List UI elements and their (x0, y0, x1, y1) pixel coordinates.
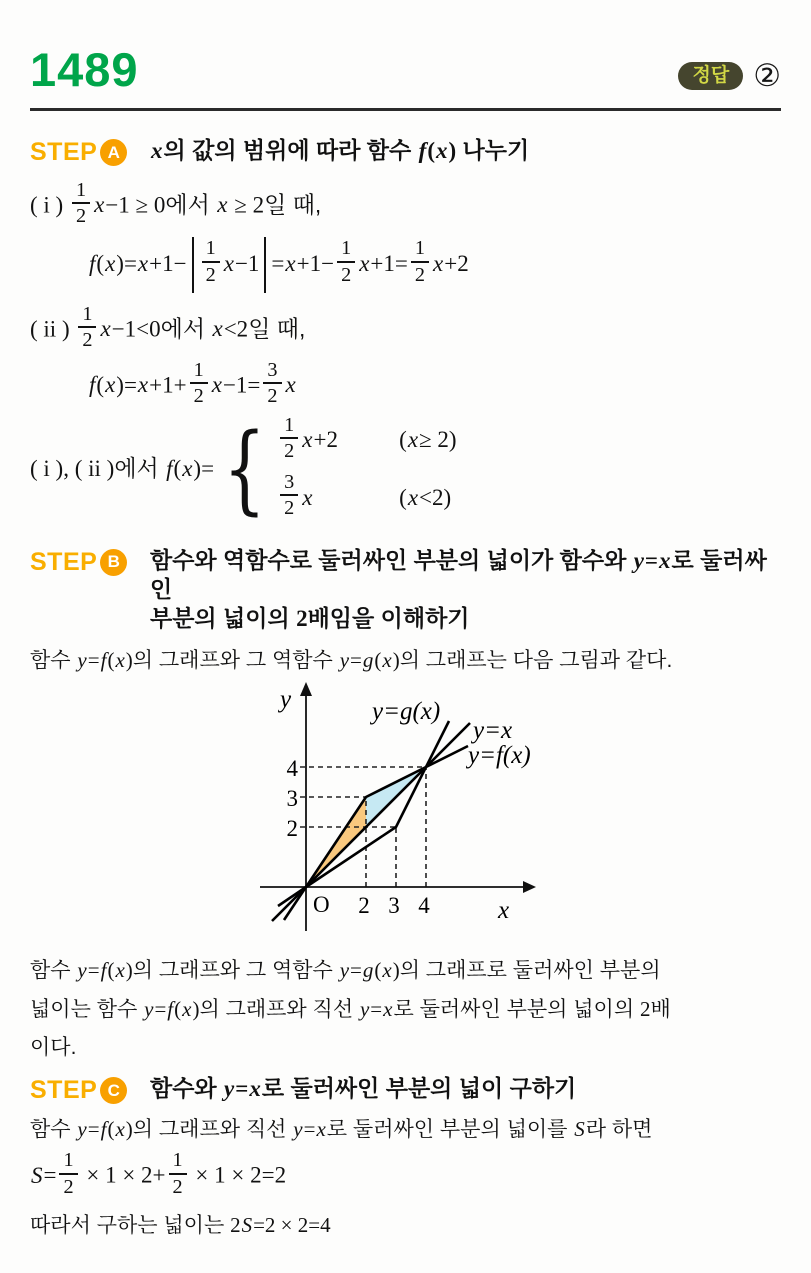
math-text: ( (96, 250, 105, 276)
math-var: x (105, 250, 116, 276)
figure (238, 677, 781, 944)
fraction-denominator: 2 (284, 497, 295, 520)
fraction (78, 303, 96, 352)
text: 의 그래프와 그 역함수 (132, 959, 339, 982)
math-var: g (362, 958, 374, 982)
text: 함수 (30, 1118, 77, 1141)
fraction-denominator: 2 (284, 439, 295, 462)
math-text: = (644, 547, 659, 573)
explanation-line2 (30, 990, 781, 1029)
math-var: x (137, 250, 149, 276)
math-text: −1<0 (111, 315, 161, 341)
math-var: f (89, 250, 96, 276)
fraction-numerator: 1 (411, 237, 429, 262)
origin-label: O (313, 892, 330, 917)
math-var: y (224, 1076, 235, 1101)
math-text: ) (125, 1117, 133, 1141)
text: 배임을 이해하기 (307, 605, 470, 631)
math-text: )= (193, 455, 215, 481)
case-expr (277, 413, 399, 466)
step-c-title (150, 1074, 576, 1104)
math-var: S (31, 1162, 43, 1188)
text: 나누기 (456, 137, 530, 163)
math-var: x (217, 192, 228, 218)
brace: { (223, 412, 266, 525)
text: 부분의 넓이의 (150, 605, 297, 631)
math-text: )= (116, 372, 137, 398)
case-expr (277, 471, 399, 523)
fraction-denominator: 2 (75, 205, 87, 228)
fraction-numerator: 3 (263, 359, 281, 384)
text: 로 둘러싸인 부분의 넓이를 (326, 1118, 574, 1141)
math-var: f (100, 958, 107, 982)
math-var: x (182, 455, 193, 481)
answer-value: ② (753, 58, 781, 93)
fraction-denominator: 2 (205, 263, 216, 286)
math-var: x (382, 647, 392, 672)
case-row (277, 413, 457, 466)
case-i-condition (30, 179, 781, 231)
text: 함수 (30, 959, 77, 982)
math-text: ( (374, 958, 382, 982)
x-tick-2: 2 (358, 893, 370, 918)
math-var: x (182, 997, 192, 1021)
fraction (169, 1149, 187, 1198)
x-tick-4: 4 (418, 893, 430, 918)
math-text: ( (173, 455, 182, 481)
problem-number: 1489 (30, 43, 139, 96)
math-text: +2 (444, 250, 469, 276)
answer-badge: 정답 (678, 62, 743, 90)
math-var: y (339, 647, 350, 672)
math-text: ) (392, 958, 400, 982)
fraction-denominator: 2 (267, 385, 278, 408)
math-var: f (418, 138, 427, 163)
math-var: x (223, 250, 234, 276)
text: 로 둘러싸인 부분의 넓이 구하기 (261, 1075, 577, 1101)
fraction-numerator: 3 (280, 471, 298, 496)
text: 로 둘러싸인 (150, 546, 767, 603)
fraction (59, 1149, 77, 1198)
math-var: S (241, 1212, 253, 1237)
math-text: ) (192, 997, 200, 1021)
math-var: x (151, 138, 163, 163)
math-text: ( (107, 1117, 115, 1141)
math-var: x (115, 958, 125, 982)
step-b-title-line1 (150, 546, 781, 605)
math-var: y (633, 547, 644, 573)
case-cond (399, 426, 456, 455)
math-text: ) (125, 647, 133, 672)
x-tick-3: 3 (388, 893, 400, 918)
text: 따라서 구하는 넓이는 (30, 1213, 231, 1237)
text: 넓이는 함수 (30, 998, 144, 1021)
fraction-denominator: 2 (414, 263, 425, 286)
math-var: f (166, 455, 173, 481)
text: 라 하면 (585, 1118, 653, 1141)
step-word: STEP (30, 1076, 98, 1104)
math-text: ( (399, 484, 407, 510)
text: 일 때, (248, 314, 306, 341)
curve-f-label: y=f(x) (468, 742, 531, 769)
math-var: x (302, 427, 313, 453)
step-a-header (30, 136, 781, 167)
y-tick-3: 3 (286, 786, 298, 811)
math-text: <2 (223, 315, 249, 341)
fraction-numerator: 1 (59, 1149, 77, 1174)
step-c-label (30, 1076, 150, 1105)
graph-svg (238, 677, 598, 939)
math-var: x (383, 997, 393, 1021)
math-text: ( (174, 997, 182, 1021)
math-var: y (77, 958, 87, 982)
math-text: −1= (222, 372, 261, 398)
conclusion-text (30, 1212, 781, 1239)
math-var: x (433, 250, 444, 276)
step-word: STEP (30, 138, 98, 166)
area-intro-text (30, 1116, 781, 1143)
y-axis-arrow-icon (300, 682, 312, 696)
fraction (202, 237, 220, 286)
fraction (337, 237, 355, 286)
math-var: x (115, 1117, 125, 1141)
text: 의 그래프와 직선 (199, 998, 359, 1021)
math-text: =2 × 2=4 (253, 1212, 331, 1237)
step-b-title (150, 546, 781, 634)
step-c-header (30, 1074, 781, 1105)
curve-f (284, 746, 468, 920)
fraction-denominator: 2 (63, 1175, 74, 1198)
math-text: −1 ≥ 0 (105, 192, 166, 218)
math-text: +1− (296, 250, 335, 276)
math-var: x (285, 250, 296, 276)
text: 이다. (30, 1036, 77, 1059)
math-text: ) (448, 138, 457, 163)
math-text: = (235, 1076, 249, 1101)
fraction-denominator: 2 (193, 385, 204, 408)
math-text: ( (107, 958, 115, 982)
math-text: ( i ), ( ii ) (30, 455, 115, 481)
math-text: = (87, 647, 100, 672)
math-text: )= (116, 250, 137, 276)
text: 배 (650, 998, 671, 1021)
math-var: y (77, 1117, 87, 1141)
math-text: ( (374, 647, 382, 672)
fraction (280, 471, 298, 520)
case-ii-equation (88, 359, 781, 411)
fraction-denominator: 2 (172, 1175, 183, 1198)
math-var: y (339, 958, 350, 982)
y-tick-4: 4 (286, 756, 298, 781)
math-text: ( (399, 427, 407, 453)
y-axis-label: y (280, 686, 292, 713)
fraction-denominator: 2 (341, 263, 352, 286)
text: 함수와 (150, 1075, 224, 1101)
text: 의 그래프로 둘러싸인 부분의 (399, 959, 661, 982)
math-text: = (303, 1117, 316, 1141)
case-rows (277, 413, 457, 523)
step-word: STEP (30, 547, 98, 576)
fraction-numerator: 1 (337, 237, 355, 262)
text: 에서 (165, 191, 217, 218)
step-a-badge-icon: A (100, 139, 127, 166)
math-var: y (77, 647, 87, 672)
step-a-label (30, 138, 150, 167)
math-var: S (574, 1117, 585, 1141)
text: 함수 (30, 648, 77, 672)
math-var: y (359, 997, 370, 1021)
step-b-badge-icon: B (100, 549, 127, 576)
explanation-line1 (30, 951, 781, 990)
fraction (280, 414, 298, 463)
math-text: <2) (419, 484, 452, 510)
fraction-numerator: 1 (202, 237, 220, 262)
explanation-line3 (30, 1029, 781, 1067)
step-b-header (30, 546, 781, 634)
header (30, 43, 781, 96)
math-var: f (89, 372, 96, 398)
math-text: = (154, 997, 167, 1021)
math-var: x (316, 1117, 326, 1141)
math-var: y (144, 997, 154, 1021)
text: 로 둘러싸인 부분의 넓이의 (393, 998, 640, 1021)
case-cond (399, 484, 451, 513)
math-text: ( ii ) (30, 315, 76, 341)
text: 의 그래프는 다음 그림과 같다. (399, 648, 673, 672)
math-text: ( (96, 372, 105, 398)
math-text: ≥ 2) (419, 427, 457, 453)
math-text: × 1 × 2=2 (189, 1162, 287, 1188)
math-text: ≥ 2 (228, 192, 265, 218)
math-var: y (293, 1117, 303, 1141)
math-text: ( (107, 647, 115, 672)
math-var: x (435, 138, 448, 163)
math-var: x (382, 958, 392, 982)
math-var: g (362, 647, 374, 672)
piecewise-definition (30, 412, 781, 525)
math-text: ) (392, 647, 400, 672)
curves (272, 721, 470, 921)
text: 에서 (160, 314, 212, 341)
step-c-badge-icon: C (100, 1077, 127, 1104)
math-var: x (659, 547, 671, 573)
text: 에서 (114, 454, 166, 481)
math-text: ) (125, 958, 133, 982)
math-var: x (249, 1076, 261, 1101)
math-text: = (350, 958, 362, 982)
math-text: 2 (639, 997, 651, 1021)
math-text: × 1 × 2+ (80, 1162, 166, 1188)
math-text: ( (427, 138, 435, 163)
fraction-numerator: 1 (169, 1149, 187, 1174)
case-row (277, 471, 456, 523)
math-text: = (43, 1162, 57, 1188)
math-text: +1− (149, 250, 187, 276)
math-var: x (359, 250, 370, 276)
text: 함수와 역함수로 둘러싸인 부분의 넓이가 함수와 (150, 546, 633, 573)
fraction (263, 359, 281, 408)
abs-bar (192, 237, 194, 293)
curve-g-label: y=g(x) (372, 698, 441, 725)
text: 의 그래프와 직선 (132, 1118, 293, 1141)
case-i-equation (88, 237, 781, 293)
math-text: −1 (234, 250, 260, 276)
math-text: +1+ (149, 372, 187, 398)
text: 일 때, (264, 191, 322, 218)
fraction-numerator: 1 (72, 179, 90, 204)
text: 의 값의 범위에 따라 함수 (163, 137, 418, 163)
math-var: x (212, 315, 223, 341)
y-tick-2: 2 (286, 816, 298, 841)
fraction (190, 359, 208, 408)
math-text: = (87, 1117, 100, 1141)
math-text: ( i ) (30, 192, 69, 218)
math-var: x (137, 372, 149, 398)
identity-line-label: y=x (473, 717, 513, 744)
math-text: = (370, 997, 383, 1021)
math-text: = (271, 250, 285, 276)
x-axis-arrow-icon (523, 881, 536, 893)
step-a-title (150, 136, 529, 166)
fraction-denominator: 2 (82, 328, 93, 351)
math-var: f (167, 997, 174, 1021)
math-var: x (100, 315, 111, 341)
math-var: x (285, 372, 296, 398)
math-text: 2 (296, 606, 308, 631)
math-var: f (100, 1117, 107, 1141)
math-text: 2 (230, 1212, 241, 1237)
math-text: +2 (313, 427, 338, 453)
math-var: x (105, 372, 116, 398)
math-var: x (407, 427, 419, 453)
step-b-label (30, 548, 150, 577)
fraction-numerator: 1 (280, 414, 298, 439)
fraction-numerator: 1 (78, 303, 96, 328)
area-equation (30, 1149, 781, 1201)
math-var: x (115, 647, 125, 672)
abs-bar (264, 237, 266, 293)
divider (30, 108, 781, 111)
figure-intro-text (30, 647, 781, 674)
text: 의 그래프와 그 역함수 (132, 648, 339, 672)
fraction (411, 237, 429, 286)
fraction (72, 179, 90, 228)
math-var: x (302, 484, 313, 510)
answer-group (678, 60, 781, 91)
math-var: x (211, 372, 222, 398)
x-axis-label: x (498, 897, 510, 924)
math-text: +1= (370, 250, 408, 276)
fraction-numerator: 1 (190, 359, 208, 384)
math-var: x (407, 484, 419, 510)
math-text: = (87, 958, 100, 982)
case-ii-condition (30, 302, 781, 355)
step-b-title-line2 (150, 604, 781, 634)
math-text: = (350, 647, 362, 672)
math-var: x (94, 192, 105, 218)
piecewise-cases (214, 412, 457, 525)
math-var: f (100, 647, 107, 672)
